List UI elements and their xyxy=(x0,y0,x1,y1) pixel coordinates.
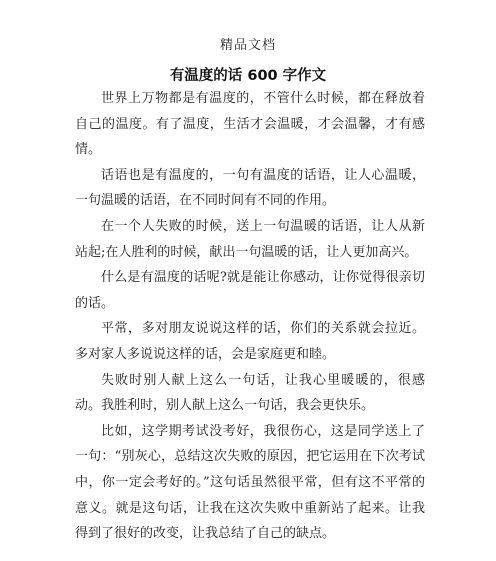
essay-body xyxy=(75,86,425,547)
paragraph: 世界上万物都是有温度的，不管什么时候，都在释放着自己的温度。有了温度，生活才会温暖，才会温馨，才有感情。 xyxy=(75,91,425,158)
essay-title: 有温度的话 600 字作文 xyxy=(169,68,327,84)
paragraph: 平常，多对朋友说说这样的话，你们的关系就会拉近。多对家人多说说这样的话，会是家庭更和睦。 xyxy=(75,321,425,362)
paragraph: 失败时别人献上这么一句话，让我心里暖暖的，很感动。我胜利时，别人献上这么一句话，我会更快乐。 xyxy=(75,372,425,414)
paragraph: 比如，这学期考试没考好，我很伤心，这是同学送上了一句：“别灰心，总结这次失败的原因，把它运用在下次考试中，你一定会考好的。”这句话虽然很平常，但有这不平常的意义。就是这句话，让我在这次失败中重新站了起来。让我得到了很好的改变，让我总结了自己的缺点。 xyxy=(75,423,425,542)
paragraph: 话语也是有温度的，一句有温度的话语，让人心温暖，一句温暖的话语，在不同时间有不同的作用。 xyxy=(75,167,425,209)
paragraph: 在一个人失败的时候，送上一句温暖的话语，让人从新站起;在人胜利的时候，献出一句温暖的话，让人更加高兴。 xyxy=(75,218,425,260)
paragraph: 什么是有温度的话呢?就是能让你感动，让你觉得很亲切的话。 xyxy=(75,270,425,311)
page-header: 精品文档 xyxy=(219,38,276,53)
